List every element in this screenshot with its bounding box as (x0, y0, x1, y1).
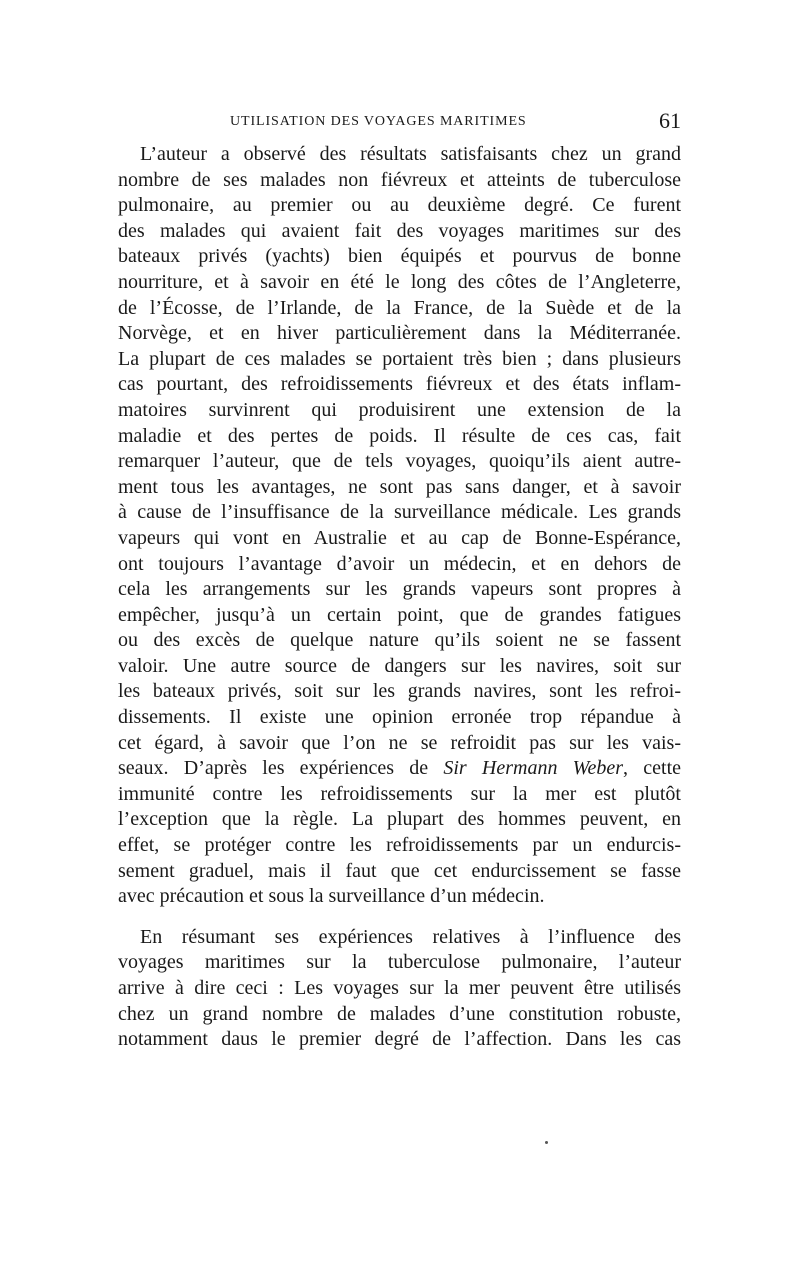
paragraph-2 (118, 925, 681, 1053)
text-line: avec précaution et sous la surveillance d’un médecin. (118, 885, 545, 908)
paragraph-1 (118, 142, 681, 910)
text-line: sement graduel, mais il faut que cet endurcissement se fasse (118, 859, 681, 882)
text-line: valoir. Une autre source de dangers sur les navires, soit sur (118, 654, 681, 677)
text-line: matoires survinrent qui produisirent une extension de la (118, 398, 681, 421)
text-line: maladie et des pertes de poids. Il résulte de ces cas, fait (118, 424, 681, 447)
text-line: de l’Écosse, de l’Irlande, de la France, de la Suède et de la (118, 296, 681, 319)
running-title: UTILISATION DES VOYAGES MARITIMES (230, 114, 527, 129)
text-line: bateaux privés (yachts) bien équipés et pourvus de bonne (118, 245, 681, 268)
ink-speck (545, 1141, 548, 1144)
text-line: notamment daus le premier degré de l’affection. Dans les cas (118, 1028, 681, 1051)
text-line: ment tous les avantages, ne sont pas sans danger, et à savoir (118, 475, 681, 498)
text-line: immunité contre les refroidissements sur la mer est plutôt (118, 782, 681, 805)
text-line: cela les arrangements sur les grands vapeurs sont propres à (118, 578, 681, 601)
text-line: ou des excès de quelque nature qu’ils soient ne se fassent (118, 629, 681, 652)
book-page (118, 108, 681, 1053)
text-line: chez un grand nombre de malades d’une constitution robuste, (118, 1002, 681, 1025)
text-line: En résumant ses expériences relatives à l’influence des (140, 925, 681, 948)
text-line: arrive à dire ceci : Les voyages sur la mer peuvent être utilisés (118, 977, 681, 999)
person-name: Sir Hermann Weber (443, 757, 624, 780)
text-run: , cette (623, 757, 681, 780)
text-line: nombre de ses malades non fiévreux et atteints de tuberculose (118, 168, 681, 191)
text-line: cet égard, à savoir que l’on ne se refroidit pas sur les vais- (118, 731, 681, 754)
text-line: ont toujours l’avantage d’avoir un médecin, et en dehors de (118, 552, 681, 575)
text-line: remarquer l’auteur, que de tels voyages, quoiqu’ils aient autre- (118, 450, 681, 473)
text-line-with-name (118, 756, 681, 782)
text-line: L’auteur a observé des résultats satisfaisants chez un grand (140, 143, 681, 165)
page-number: 61 (659, 108, 681, 133)
text-line: dissements. Il existe une opinion erronée trop répandue à (118, 706, 681, 729)
text-line: empêcher, jusqu’à un certain point, que de grandes fatigues (118, 603, 681, 626)
text-line: l’exception que la règle. La plupart des hommes peuvent, en (118, 808, 681, 831)
text-line: Norvège, et en hiver particulièrement dans la Méditerranée. (118, 322, 681, 345)
text-line: vapeurs qui vont en Australie et au cap de Bonne-Espérance, (118, 526, 681, 549)
running-head (118, 108, 681, 142)
text-line: à cause de l’insuffisance de la surveillance médicale. Les grands (118, 501, 681, 524)
text-line: voyages maritimes sur la tuberculose pulmonaire, l’auteur (118, 951, 681, 974)
text-line: La plupart de ces malades se portaient très bien ; dans plusieurs (118, 347, 681, 370)
text-line: effet, se protéger contre les refroidissements par un endurcis- (118, 834, 681, 857)
text-line: nourriture, et à savoir en été le long des côtes de l’Angleterre, (118, 270, 681, 293)
text-line: les bateaux privés, soit sur les grands navires, sont les refroi- (118, 680, 681, 703)
text-run: seaux. D’après les expériences de (118, 757, 444, 780)
text-line: des malades qui avaient fait des voyages maritimes sur des (118, 219, 681, 242)
text-line: pulmonaire, au premier ou au deuxième degré. Ce furent (118, 194, 681, 217)
text-line: cas pourtant, des refroidissements fiévreux et des états inflam- (118, 373, 681, 396)
